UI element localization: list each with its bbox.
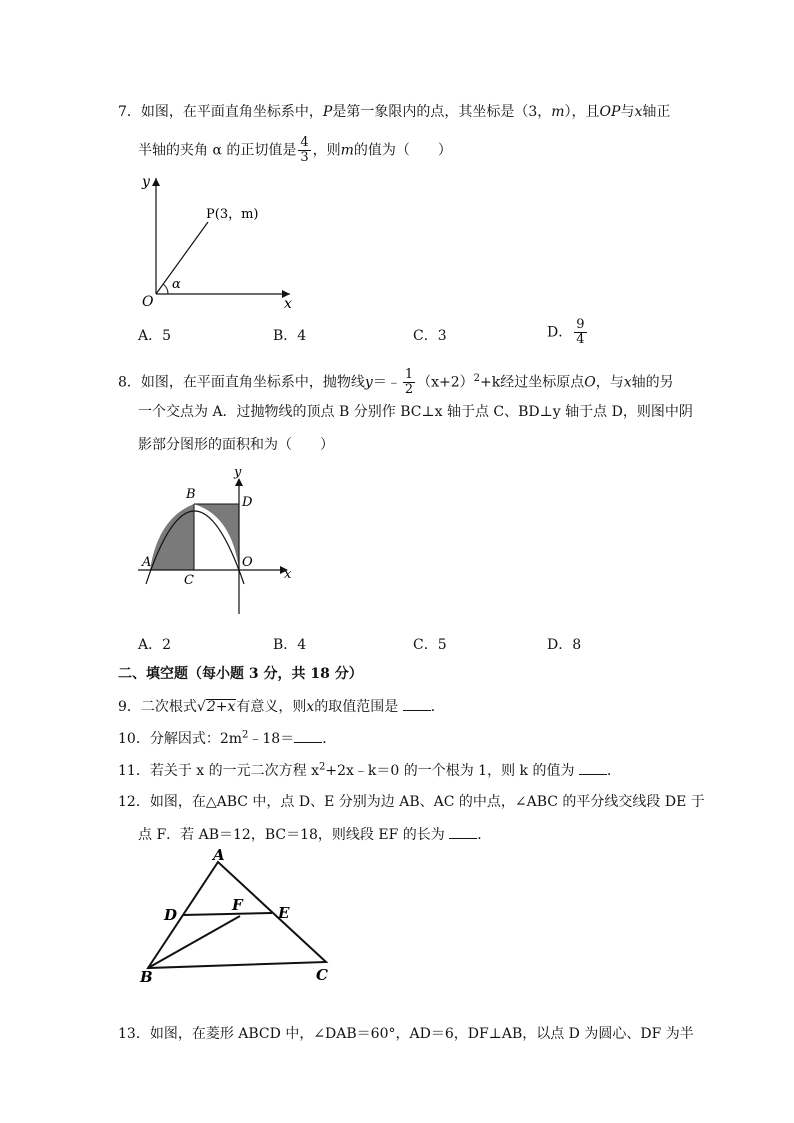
q11-number: 11． [118, 763, 150, 779]
q10-answer-blank[interactable] [294, 728, 322, 743]
q8-choice-a[interactable]: A．2 [138, 637, 172, 653]
point-c-label: C [184, 573, 194, 588]
point-d-label: D [164, 906, 178, 924]
q13-line1: 13．如图，在菱形 ABCD 中，∠DAB＝60°，AD＝6，DF⊥AB，以点 D 为圆心、DF 为半 [118, 1026, 694, 1042]
x-label: x [284, 567, 292, 582]
bisector-bf [148, 916, 240, 968]
q9-number: 9． [118, 699, 141, 715]
q8-choice-d[interactable]: D．8 [547, 637, 582, 653]
point-c-label: C [316, 966, 328, 984]
point-f-label: F [232, 896, 243, 914]
point-a-label: A [142, 555, 152, 570]
point-b-label: B [140, 968, 153, 986]
shaded-right [194, 504, 239, 570]
point-e-label: E [278, 904, 290, 922]
alpha-label: α [172, 277, 181, 292]
q7-choice-d[interactable]: D． $\frac{9}{4}$ [547, 317, 585, 347]
q8-number: 8． [118, 374, 141, 391]
segment-de [183, 913, 272, 915]
point-a-label: A [213, 846, 225, 864]
q8-line1: 8．如图，在平面直角坐标系中，抛物线y＝﹣ $\frac{1}{2}$ $(x+2)^2+k$经过坐标原点O，与x轴的另 [118, 367, 674, 397]
q9-radicand: 2+x [206, 699, 236, 715]
q7-figure [130, 170, 310, 310]
q8-fraction: $\frac{1}{2}$ [404, 367, 414, 397]
q13-number: 13． [118, 1026, 150, 1042]
q9-answer-blank[interactable] [403, 696, 431, 711]
y-axis-arrow [152, 178, 160, 186]
q10-number: 10． [118, 731, 150, 747]
q11-line: 11．若关于 x 的一元二次方程 $x^2+2x﹣k=0$ 的一个根为 1，则 k 的值为 ． [118, 761, 621, 779]
point-d-label: D [242, 495, 253, 510]
q11-answer-blank[interactable] [579, 760, 607, 775]
q8-line2: 一个交点为 A．过抛物线的顶点 B 分别作 BC⊥x 轴于点 C、BD⊥y 轴于点 D，则图中阴 [138, 404, 693, 420]
q10-line: 10．分解因式：$2m^2﹣18=$ ． [118, 729, 337, 747]
origin-label: O [142, 294, 154, 310]
q7-choice-b[interactable]: B．4 [273, 328, 307, 344]
q12-line1: 12．如图，在△ABC 中，点 D、E 分别为边 AB、AC 的中点，∠ABC 的平分线交线段 DE 于 [118, 794, 705, 810]
y-label: y [142, 174, 150, 190]
q12-number: 12． [118, 794, 150, 810]
y-label: y [234, 466, 242, 480]
q8-choice-b[interactable]: B．4 [273, 637, 307, 653]
q12-answer-blank[interactable] [449, 824, 477, 839]
q7-choice-a[interactable]: A．5 [138, 328, 172, 344]
q7-line2: 半轴的夹角 α 的正切值是 $\frac{4}{3}$ ，则m的值为（ ） [138, 135, 452, 165]
point-b-label: B [186, 487, 196, 502]
q7-fraction: $\frac{4}{3}$ [300, 135, 309, 165]
q7-number: 7． [118, 104, 141, 120]
x-label: x [284, 296, 292, 310]
q8-figure [138, 466, 308, 618]
q12-figure [136, 846, 336, 986]
point-p-label: P(3，m) [206, 207, 259, 222]
q12-line2: 点 F．若 AB＝12，BC＝18，则线段 EF 的长为 ． [138, 824, 491, 845]
angle-arc [163, 284, 168, 294]
origin-label: O [242, 555, 253, 570]
q8-choice-c[interactable]: C．5 [413, 637, 447, 653]
q7-line1: 7．如图，在平面直角坐标系中，P是第一象限内的点，其坐标是（3，m），且OP与x轴正 [118, 104, 671, 120]
shaded-left [150, 504, 194, 570]
q9-line: 9．二次根式√2+x有意义，则x的取值范围是 ． [118, 696, 445, 717]
ray-op [156, 222, 208, 294]
sqrt-sign: √ [196, 699, 206, 715]
section-fill-in-title: 二、填空题（每小题 3 分，共 18 分） [118, 666, 363, 682]
q8-line3: 影部分图形的面积和为（ ） [138, 437, 334, 453]
q7-choice-c[interactable]: C．3 [413, 328, 447, 344]
